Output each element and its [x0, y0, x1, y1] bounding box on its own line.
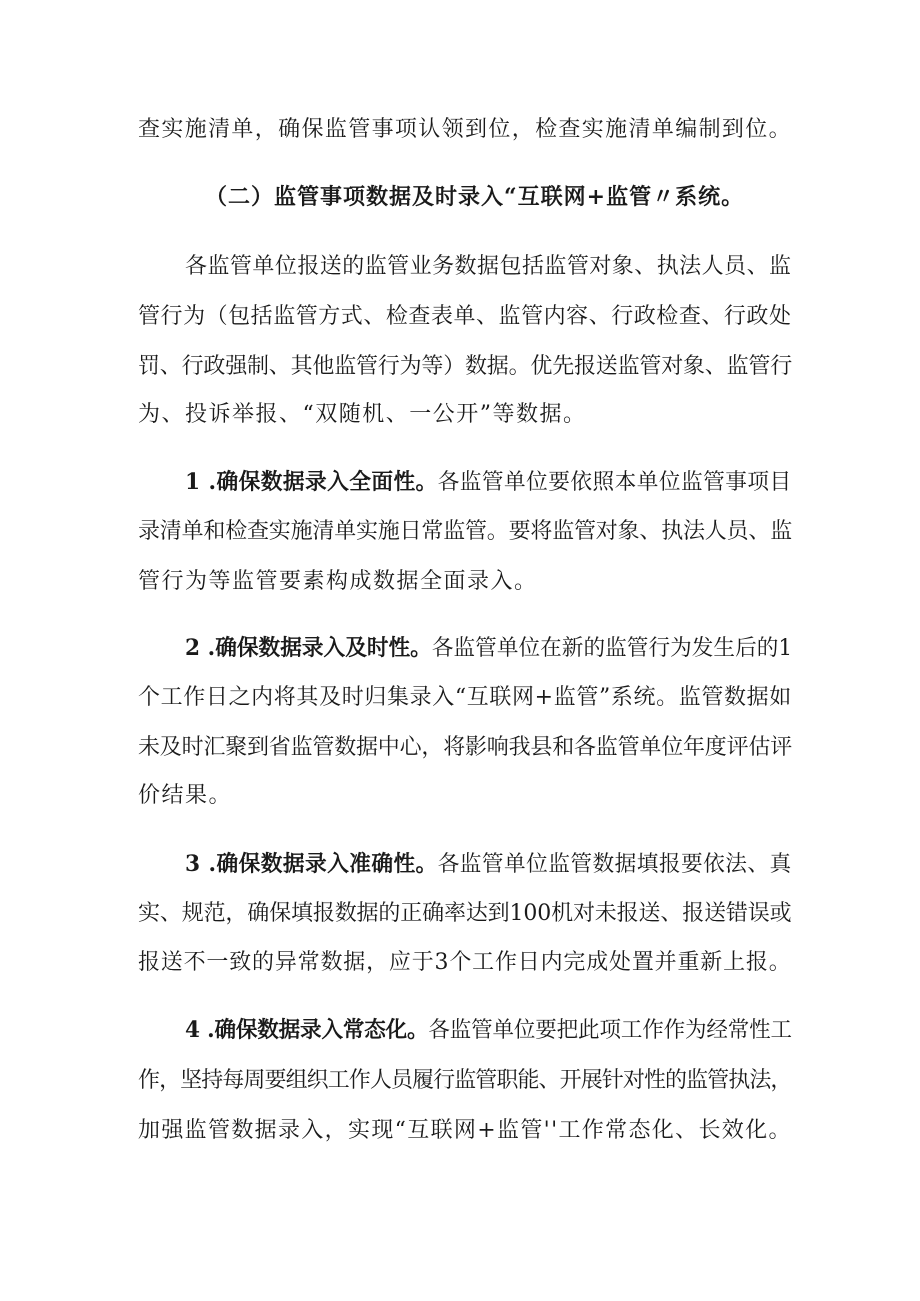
section-heading: （二）监管事项数据及时录入“互联网+监管〃系统。: [205, 184, 745, 210]
paragraph-line: 个工作日之内将其及时归集录入“互联网+监管”系统。监管数据如: [138, 685, 792, 710]
paragraph-line: 未及时汇聚到省监管数据中心，将影响我县和各监管单位年度评估评: [138, 735, 793, 760]
item-2-text: 各监管单位在新的监管行为发生后的1: [431, 636, 793, 661]
item-3-first-line: [185, 849, 792, 880]
paragraph-line: 管行为（包括监管方式、检查表单、监管内容、行政检查、行政处: [138, 304, 792, 329]
item-3-lead: 3 .确保数据录入准确性。: [185, 851, 438, 877]
paragraph-line: 作，坚持每周要组织工作人员履行监管职能、开展针对性的监管执法，: [138, 1068, 792, 1093]
item-4-text: 各监管单位要把此项工作作为经常性工: [428, 1018, 792, 1043]
paragraph-line: 实、规范，确保填报数据的正确率达到100机对未报送、报送错误或: [138, 901, 792, 926]
item-2-first-line: [185, 633, 792, 664]
item-4-first-line: [185, 1015, 792, 1046]
item-1-lead: 1 .确保数据录入全面性。: [185, 469, 438, 495]
item-4-lead: 4 .确保数据录入常态化。: [185, 1017, 429, 1043]
paragraph-line: 报送不一致的异常数据，应于3个工作日内完成处置并重新上报。: [138, 950, 792, 975]
item-1-text: 各监管单位要依照本单位监管事项目: [437, 470, 792, 495]
paragraph-line: 价结果。: [138, 783, 233, 808]
paragraph-line: 罚、行政强制、其他监管行为等）数据。优先报送监管对象、监管行: [138, 354, 793, 379]
item-1-first-line: [185, 467, 792, 498]
paragraph-line: 录清单和检查实施清单实施日常监管。要将监管对象、执法人员、监: [138, 519, 793, 544]
paragraph-line: 为、投诉举报、“双随机、一公开”等数据。: [138, 402, 587, 427]
paragraph-line: 各监管单位报送的监管业务数据包括监管对象、执法人员、监: [185, 254, 792, 279]
item-2-lead: 2 .确保数据录入及时性。: [185, 635, 432, 661]
paragraph-line: 管行为等监管要素构成数据全面录入。: [138, 569, 538, 594]
item-3-text: 各监管单位监管数据填报要依法、真: [437, 852, 792, 877]
intro-line: 查实施清单，确保监管事项认领到位，检查实施清单编制到位。: [138, 117, 793, 142]
paragraph-line: 加强监管数据录入，实现“互联网+监管''工作常态化、长效化。: [138, 1118, 792, 1143]
